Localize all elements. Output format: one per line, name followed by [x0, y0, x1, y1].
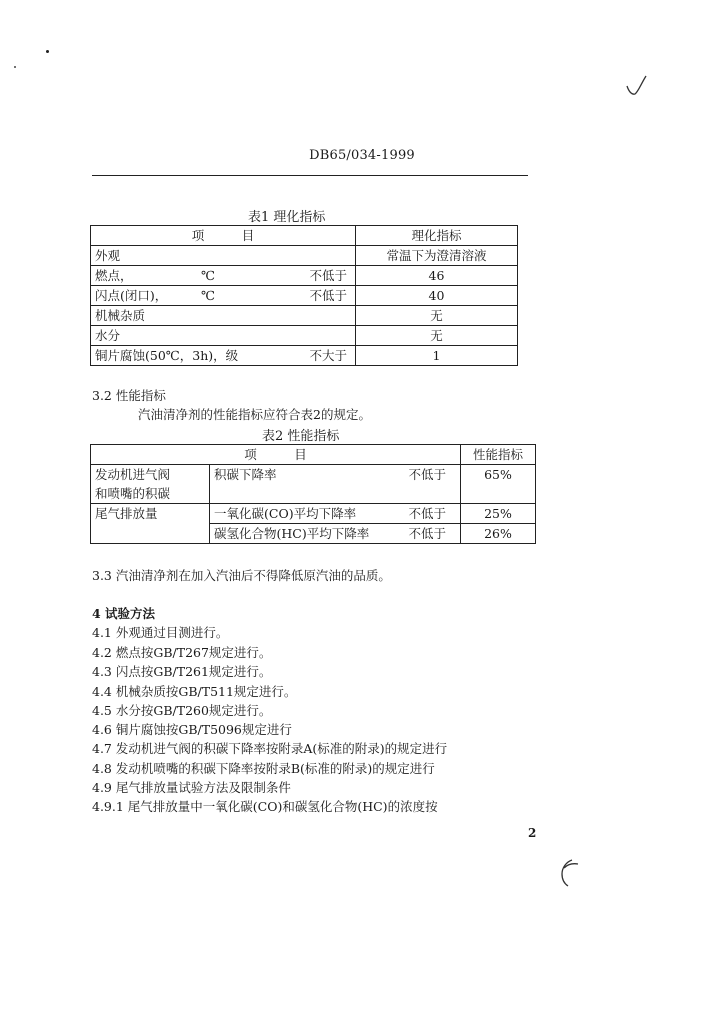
table1-row-limit: 不低于	[309, 288, 347, 303]
table2-row-value: 65%	[461, 465, 536, 504]
standard-number: DB65/034-1999	[309, 148, 415, 163]
table-row	[91, 246, 518, 266]
speck-mark	[14, 66, 16, 68]
table1-row-name: 燃点，	[95, 268, 133, 283]
section-4-item: 4.9.1 尾气排放量中一氧化碳(CO)和碳氢化合物(HC)的浓度按	[92, 799, 438, 814]
table2-caption: 表2 性能指标	[262, 429, 340, 444]
table1-row-name: 机械杂质	[91, 306, 356, 326]
table2-row-name: 一氧化碳(CO)平均下降率	[214, 506, 357, 521]
table2	[90, 444, 536, 544]
section-4-item: 4.3 闪点按GB/T261规定进行。	[92, 664, 272, 679]
table-row	[91, 286, 518, 306]
section-4-item: 4.1 外观通过目测进行。	[92, 625, 229, 640]
table-row	[91, 306, 518, 326]
table1-row-unit: ℃	[201, 268, 215, 283]
table-row	[91, 465, 536, 504]
section-3-2-text: 汽油清净剂的性能指标应符合表2的规定。	[138, 407, 371, 422]
section-4-item: 4.8 发动机喷嘴的积碳下降率按附录B(标准的附录)的规定进行	[92, 761, 435, 776]
header-rule	[92, 175, 528, 176]
table1-row-name-cell	[91, 266, 356, 286]
handwritten-scribble-mark	[552, 856, 582, 888]
section-4-item: 4.5 水分按GB/T260规定进行。	[92, 703, 272, 718]
table1-row-name: 铜片腐蚀(50℃，3h)，级	[95, 348, 239, 363]
table1-row-limit: 不大于	[309, 348, 347, 363]
table1-row-value: 40	[356, 286, 518, 306]
table2-col-value: 性能指标	[461, 445, 536, 465]
table-header-row	[91, 445, 536, 465]
table1-row-name: 水分	[91, 326, 356, 346]
table2-group1-label	[91, 465, 210, 504]
table1-row-name: 外观	[91, 246, 356, 266]
speck-mark	[46, 50, 49, 53]
section-4-item: 4.7 发动机进气阀的积碳下降率按附录A(标准的附录)的规定进行	[92, 741, 448, 756]
section-4-item: 4.2 燃点按GB/T267规定进行。	[92, 645, 272, 660]
table1-row-limit: 不低于	[309, 268, 347, 283]
section-4-item: 4.4 机械杂质按GB/T511规定进行。	[92, 684, 297, 699]
table2-row-limit: 不低于	[408, 506, 446, 521]
table2-row-name-cell	[210, 465, 461, 504]
table-row	[91, 346, 518, 366]
table1-row-value: 无	[356, 326, 518, 346]
table-row	[91, 266, 518, 286]
section-4-item: 4.6 铜片腐蚀按GB/T5096规定进行	[92, 722, 292, 737]
table-row	[91, 504, 536, 524]
table2-row-limit: 不低于	[408, 526, 446, 541]
table2-row-name-cell	[210, 504, 461, 524]
table1-row-value: 无	[356, 306, 518, 326]
table1-col-value: 理化指标	[356, 226, 518, 246]
table-row	[91, 326, 518, 346]
section-3-2-heading: 3.2 性能指标	[92, 388, 166, 403]
table-header-row	[91, 226, 518, 246]
table1	[90, 225, 518, 366]
table1-row-name-cell	[91, 286, 356, 306]
section-3-3-text: 3.3 汽油清净剂在加入汽油后不得降低原汽油的品质。	[92, 568, 391, 583]
section-4-heading: 4 试验方法	[92, 606, 156, 621]
table1-row-value: 1	[356, 346, 518, 366]
table2-col-item: 项 目	[91, 445, 461, 465]
table2-row-limit: 不低于	[408, 467, 446, 482]
table1-col-item: 项 目	[91, 226, 356, 246]
table1-row-name-cell	[91, 346, 356, 366]
table2-group1-label-line2: 和喷嘴的积碳	[95, 486, 171, 501]
table1-row-name: 闪点(闭口)，	[95, 288, 168, 303]
table1-row-value: 常温下为澄清溶液	[356, 246, 518, 266]
table1-row-unit: ℃	[201, 288, 215, 303]
table2-group1-label-line1: 发动机进气阀	[95, 467, 171, 482]
table1-row-value: 46	[356, 266, 518, 286]
section-4-item: 4.9 尾气排放量试验方法及限制条件	[92, 780, 291, 795]
table2-row-name: 积碳下降率	[214, 467, 277, 482]
table1-caption: 表1 理化指标	[248, 210, 326, 225]
table2-row-name: 碳氢化合物(HC)平均下降率	[214, 526, 370, 541]
table2-row-value: 26%	[461, 524, 536, 544]
table2-row-value: 25%	[461, 504, 536, 524]
table2-row-name-cell	[210, 524, 461, 544]
table2-group2-label: 尾气排放量	[91, 504, 210, 544]
page-number: 2	[528, 826, 537, 840]
handwritten-check-mark	[624, 74, 652, 100]
